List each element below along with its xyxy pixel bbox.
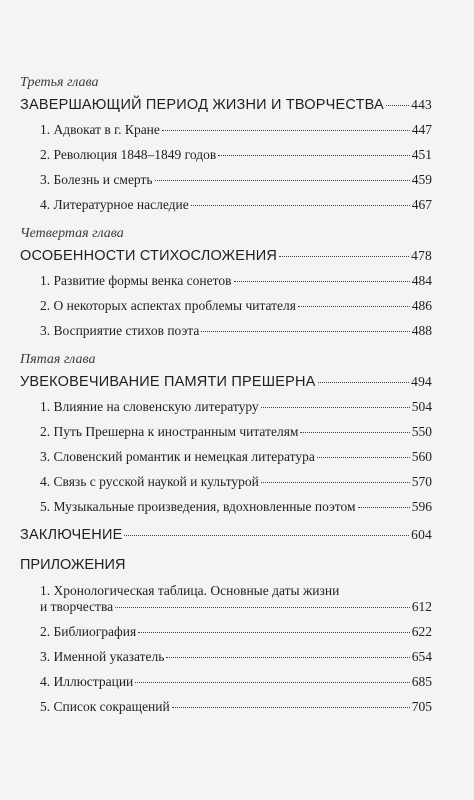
conclusion-row[interactable] bbox=[20, 527, 432, 543]
entry-title: 1. Адвокат в г. Кране bbox=[40, 122, 160, 137]
page-number: 447 bbox=[411, 122, 432, 137]
chapter-title-row[interactable] bbox=[20, 97, 432, 113]
entry-title: 3. Болезнь и смерть bbox=[40, 172, 153, 187]
page-number: 504 bbox=[411, 399, 432, 414]
chapter-title: УВЕКОВЕЧИВАНИЕ ПАМЯТИ ПРЕШЕРНА bbox=[20, 374, 316, 390]
page-number: 488 bbox=[411, 323, 432, 338]
toc-entry[interactable] bbox=[20, 399, 432, 415]
entry-title: 4. Иллюстрации bbox=[40, 674, 134, 689]
dot-leader bbox=[115, 607, 410, 608]
toc-entry[interactable] bbox=[20, 273, 432, 289]
dot-leader bbox=[386, 105, 409, 106]
chapter-title-row[interactable] bbox=[20, 248, 432, 264]
page-number: 478 bbox=[411, 248, 432, 263]
toc-entry[interactable] bbox=[20, 298, 432, 314]
page-number: 612 bbox=[411, 599, 432, 614]
page-number: 685 bbox=[411, 674, 432, 689]
conclusion-title: ЗАКЛЮЧЕНИЕ bbox=[20, 527, 123, 543]
chapter-3 bbox=[20, 74, 432, 213]
toc-entry[interactable] bbox=[20, 499, 432, 515]
appendices-heading-row bbox=[20, 557, 432, 573]
entry-title: 4. Литературное наследие bbox=[40, 197, 189, 212]
chapter-title: ОСОБЕННОСТИ СТИХОСЛОЖЕНИЯ bbox=[20, 248, 278, 264]
entry-title: 4. Связь с русской наукой и культурой bbox=[40, 474, 259, 489]
dot-leader bbox=[300, 432, 409, 433]
chapter-label: Четвертая глава bbox=[20, 226, 124, 241]
toc-entry[interactable] bbox=[20, 197, 432, 213]
toc-entry[interactable] bbox=[20, 699, 432, 715]
toc-entry[interactable] bbox=[20, 172, 432, 188]
entry-title: 2. Путь Прешерна к иностранным читателям bbox=[40, 424, 299, 439]
entry-title: 3. Восприятие стихов поэта bbox=[40, 323, 200, 338]
dot-leader bbox=[318, 382, 410, 383]
toc-entry[interactable] bbox=[20, 474, 432, 490]
chapter-4 bbox=[20, 225, 432, 339]
entry-title: 2. О некоторых аспектах проблемы читателя bbox=[40, 298, 296, 313]
entry-title: 5. Музыкальные произведения, вдохновленные поэтом bbox=[40, 499, 356, 514]
dot-leader bbox=[172, 707, 410, 708]
page-number: 654 bbox=[411, 649, 432, 664]
toc-entry[interactable] bbox=[20, 624, 432, 640]
entry-title: 2. Библиография bbox=[40, 624, 137, 639]
page-number: 443 bbox=[411, 97, 432, 112]
toc-entry[interactable] bbox=[20, 649, 432, 665]
dot-leader bbox=[234, 281, 410, 282]
dot-leader bbox=[135, 682, 409, 683]
page-number: 494 bbox=[411, 374, 432, 389]
chapter-label: Пятая глава bbox=[20, 352, 96, 367]
toc-entry[interactable] bbox=[20, 424, 432, 440]
dot-leader bbox=[124, 535, 409, 536]
entry-title: 1. Влияние на словенскую литературу bbox=[40, 399, 259, 414]
dot-leader bbox=[162, 130, 410, 131]
dot-leader bbox=[155, 180, 410, 181]
dot-leader bbox=[358, 507, 410, 508]
entry-title: 2. Революция 1848–1849 годов bbox=[40, 147, 217, 162]
dot-leader bbox=[201, 331, 409, 332]
entry-title: 5. Список сокращений bbox=[40, 699, 170, 714]
entry-title-line2: и творчества bbox=[40, 599, 114, 614]
dot-leader bbox=[261, 407, 410, 408]
page-number: 459 bbox=[411, 172, 432, 187]
page-number: 596 bbox=[411, 499, 432, 514]
page-number: 484 bbox=[411, 273, 432, 288]
page-number: 622 bbox=[411, 624, 432, 639]
chapter-label: Третья глава bbox=[20, 75, 99, 90]
chapter-5 bbox=[20, 351, 432, 515]
toc-entry[interactable] bbox=[20, 449, 432, 465]
page-number: 705 bbox=[411, 699, 432, 714]
dot-leader bbox=[138, 632, 410, 633]
dot-leader bbox=[191, 205, 410, 206]
toc-entry[interactable] bbox=[20, 323, 432, 339]
page-number: 560 bbox=[411, 449, 432, 464]
entry-title: 1. Развитие формы венка сонетов bbox=[40, 273, 232, 288]
entry-continuation-row bbox=[40, 599, 432, 615]
dot-leader bbox=[317, 457, 410, 458]
toc-entry-multiline[interactable] bbox=[20, 582, 432, 615]
chapter-title-row[interactable] bbox=[20, 374, 432, 390]
toc-entry[interactable] bbox=[20, 147, 432, 163]
appendices-title: ПРИЛОЖЕНИЯ bbox=[20, 557, 126, 573]
entry-title-line1: 1. Хронологическая таблица. Основные даты жизни bbox=[40, 583, 340, 598]
dot-leader bbox=[298, 306, 410, 307]
entry-title: 3. Словенский романтик и немецкая литература bbox=[40, 449, 315, 464]
chapter-title: ЗАВЕРШАЮЩИЙ ПЕРИОД ЖИЗНИ И ТВОРЧЕСТВА bbox=[20, 97, 384, 113]
page-number: 486 bbox=[411, 298, 432, 313]
dot-leader bbox=[166, 657, 409, 658]
toc-entry[interactable] bbox=[20, 674, 432, 690]
page-number: 467 bbox=[411, 197, 432, 212]
page-number: 550 bbox=[411, 424, 432, 439]
page-number: 604 bbox=[411, 527, 432, 542]
toc-entry[interactable] bbox=[20, 122, 432, 138]
entry-title: 3. Именной указатель bbox=[40, 649, 165, 664]
page-number: 451 bbox=[411, 147, 432, 162]
page-number: 570 bbox=[411, 474, 432, 489]
dot-leader bbox=[279, 256, 409, 257]
dot-leader bbox=[218, 155, 410, 156]
table-of-contents bbox=[20, 70, 432, 715]
dot-leader bbox=[261, 482, 410, 483]
